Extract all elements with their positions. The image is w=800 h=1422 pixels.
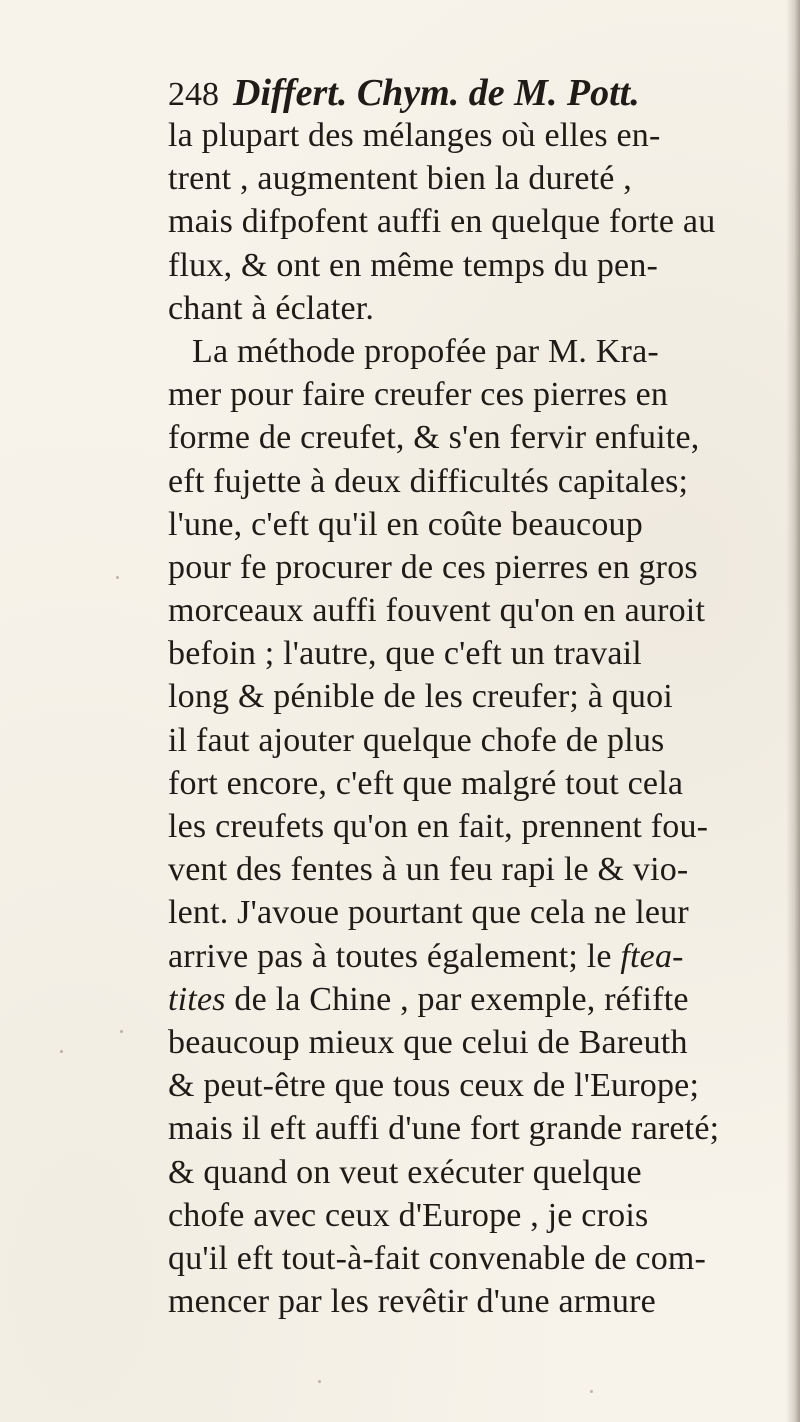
text-line: qu'il eft tout-à-fait convenable de com- [168, 1239, 707, 1277]
text-line: mencer par les revêtir d'une armure [168, 1283, 656, 1321]
text-line: trent , augmentent bien la dureté , [168, 160, 632, 198]
text-line: pour fe procurer de ces pierres en gros [168, 548, 698, 586]
text-line: beaucoup mieux que celui de Bareuth [168, 1023, 688, 1061]
text-line: les creufets qu'on en fait, prennent fou- [168, 808, 709, 845]
text-line: flux, & ont en même temps du pen- [168, 246, 659, 284]
running-head [168, 70, 728, 116]
page-number: 248 [168, 76, 219, 113]
text-line: eft fujette à deux difficultés capitales; [168, 462, 689, 500]
italic-term: tites [168, 980, 226, 1018]
italic-term: ftea- [620, 937, 684, 975]
text-line: morceaux auffi fouvent qu'on en auroit [168, 592, 706, 630]
text-line: mer pour faire creufer ces pierres en [168, 376, 669, 414]
text-line-part: de la Chine , par exemple, réfifte [225, 980, 689, 1018]
text-line: lent. J'avoue pourtant que cela ne leur [168, 894, 689, 932]
text-line [168, 978, 788, 1021]
text-line: la plupart des mélanges où elles en- [168, 117, 661, 154]
text-line: l'une, c'eft qu'il en coûte beaucoup [168, 505, 643, 543]
text-line: & quand on veut exécuter quelque [168, 1153, 642, 1191]
text-line: mais difpofent auffi en quelque forte au [168, 203, 716, 241]
text-line: befoin ; l'autre, que c'eft un travail [168, 635, 642, 673]
text-line: & peut-être que tous ceux de l'Europe; [168, 1067, 700, 1105]
text-line: long & pénible de les creufer; à quoi [168, 678, 673, 716]
text-line: fort encore, c'eft que malgré tout cela [168, 764, 684, 802]
text-line: chant à éclater. [168, 289, 375, 327]
text-line: il faut ajouter quelque chofe de plus [168, 721, 665, 759]
text-line: mais il eft auffi d'une fort grande rareté; [168, 1110, 720, 1148]
text-line [168, 935, 788, 978]
body-text [168, 114, 788, 1323]
running-title: Differt. Chym. de M. Pott. [233, 72, 640, 114]
page-edge-shadow [786, 0, 800, 1422]
text-line: chofe avec ceux d'Europe , je crois [168, 1196, 649, 1234]
text-line-part: arrive pas à toutes également; le [168, 937, 612, 975]
text-line: vent des fentes à un feu rapi le & vio- [168, 851, 689, 889]
paragraph-start-line: La méthode propofée par M. Kra- [192, 332, 659, 370]
text-line: forme de creufet, & s'en fervir enfuite, [168, 419, 700, 457]
